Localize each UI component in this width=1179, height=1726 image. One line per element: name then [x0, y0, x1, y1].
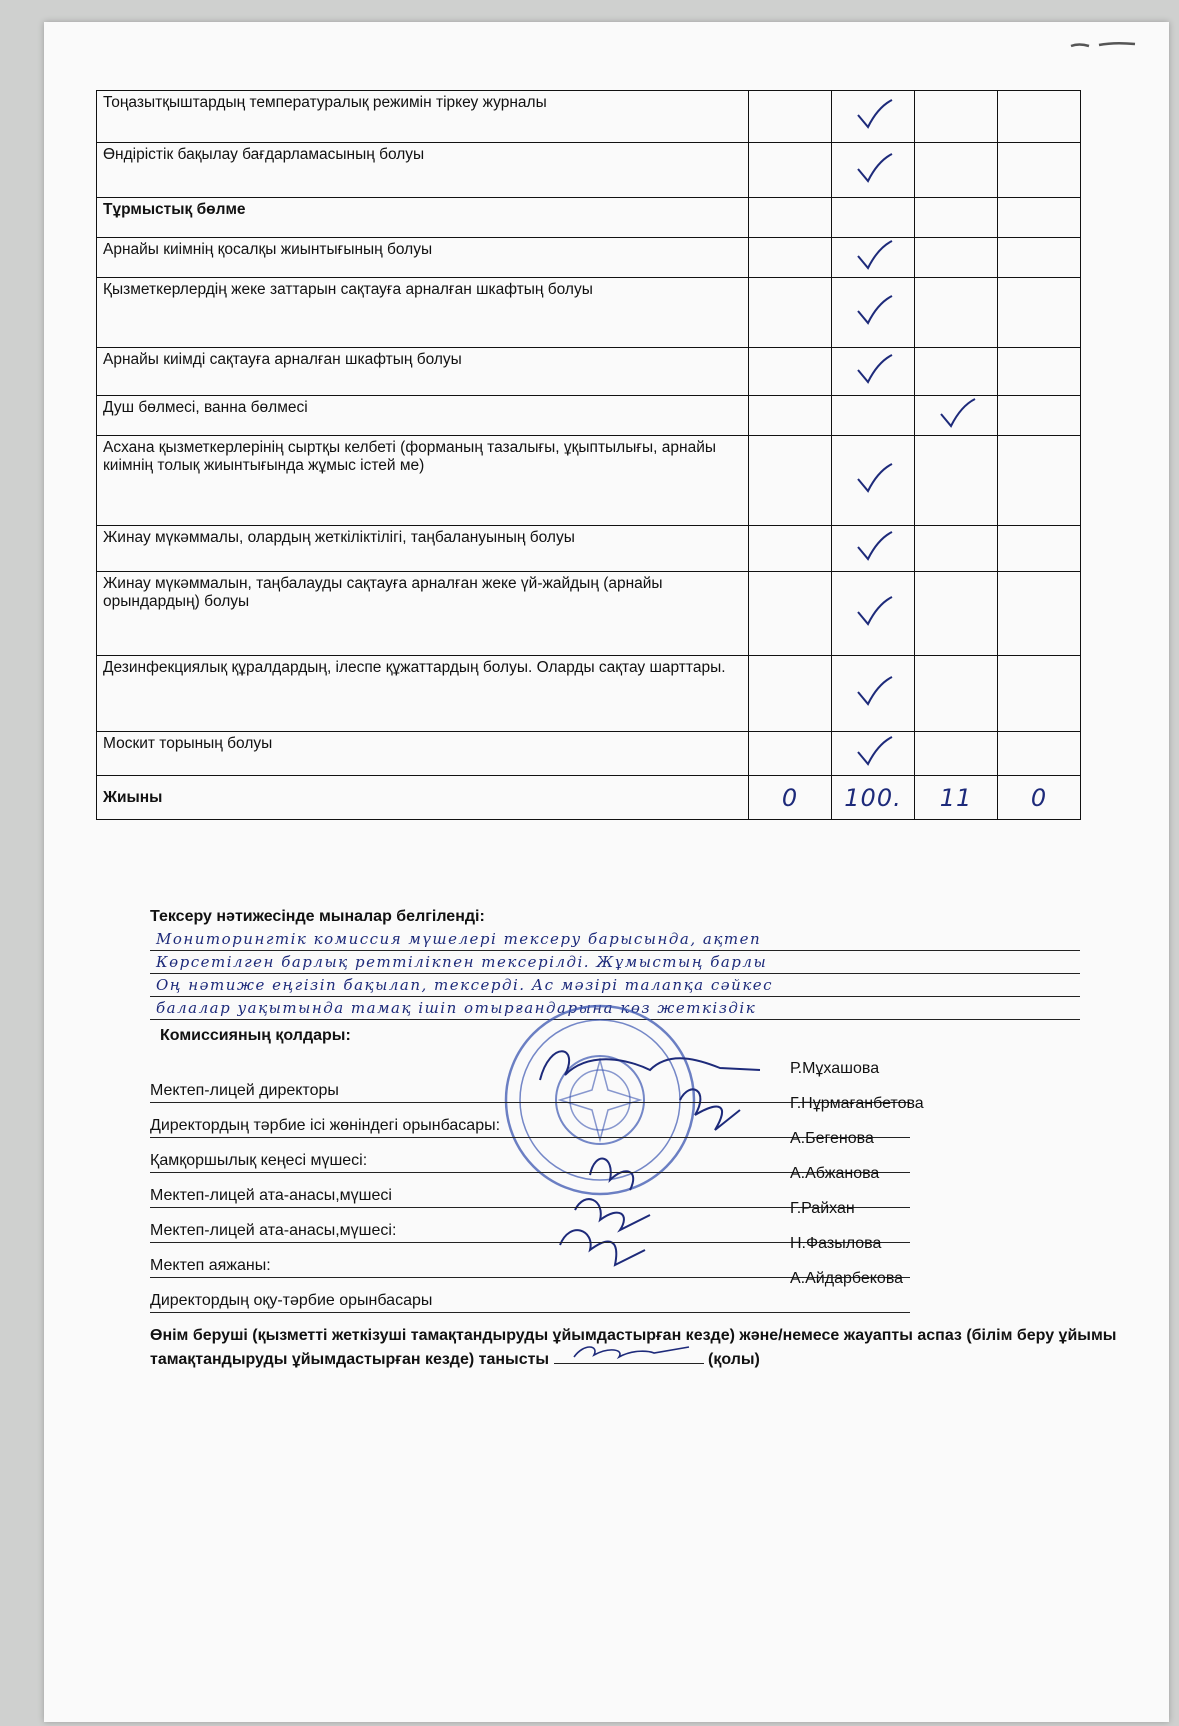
check-cell — [998, 436, 1081, 526]
check-cell — [832, 572, 915, 656]
signature-blank — [554, 1347, 704, 1364]
check-cell — [998, 238, 1081, 278]
check-cell — [998, 278, 1081, 348]
check-cell — [998, 656, 1081, 732]
footer-suffix: (қолы) — [708, 1351, 760, 1368]
findings-label: Тексеру нәтижесінде мыналар белгіленді: — [150, 908, 485, 925]
checklist-table — [96, 90, 1081, 820]
criterion-cell — [97, 348, 749, 396]
check-cell — [915, 278, 998, 348]
check-cell — [998, 396, 1081, 436]
check-cell — [749, 348, 832, 396]
criterion-label: Арнайы киімді сақтауға арналған шкафтың болуы — [103, 351, 462, 368]
criterion-label: Жинау мүкәммалын, таңбалауды сақтауға арналған жеке үй-жайдың (арнайы орындардың) болуы — [103, 575, 663, 610]
check-cell — [832, 396, 915, 436]
checkmark-icon — [852, 674, 894, 708]
table-row — [97, 278, 1081, 348]
check-cell — [749, 278, 832, 348]
check-cell — [998, 143, 1081, 198]
criterion-label: Душ бөлмесі, ванна бөлмесі — [103, 399, 308, 416]
check-cell — [832, 143, 915, 198]
check-cell — [915, 396, 998, 436]
checkmark-icon — [852, 151, 894, 185]
footer-signature — [554, 1339, 704, 1361]
check-cell — [832, 198, 915, 238]
criterion-cell — [97, 656, 749, 732]
criterion-cell — [97, 396, 749, 436]
footer-text: Өнім беруші (қызметті жеткізуші тамақтандыруды ұйымдастырған кезде) және/немесе жауапты аспаз (білім беру ұйымы тамақтандыруды ұйымдастырған кезде) танысты — [150, 1327, 1117, 1368]
table-row — [97, 143, 1081, 198]
check-cell — [915, 572, 998, 656]
check-cell — [915, 526, 998, 572]
check-cell — [832, 238, 915, 278]
checkmark-icon — [852, 293, 894, 327]
checkmark-icon — [852, 238, 894, 272]
total-label: Жиыны — [97, 776, 749, 820]
check-cell — [749, 526, 832, 572]
check-cell — [749, 436, 832, 526]
signer-role: Мектеп-лицей директоры — [150, 1082, 339, 1099]
check-cell — [749, 238, 832, 278]
table-row — [97, 396, 1081, 436]
criterion-cell — [97, 526, 749, 572]
signer-role: Қамқоршылық кеңесі мүшесі: — [150, 1152, 368, 1169]
criterion-cell — [97, 732, 749, 776]
criterion-label: Арнайы киімнің қосалқы жиынтығының болуы — [103, 241, 433, 258]
criterion-label: Асхана қызметкерлерінің сыртқы келбеті (форманың тазалығы, ұқыптылығы, арнайы киімнің толық жиынтығында жұмыс істей ме) — [103, 439, 716, 474]
table-row — [97, 238, 1081, 278]
check-cell — [749, 732, 832, 776]
check-cell — [832, 656, 915, 732]
total-value: 11 — [915, 776, 998, 820]
checkmark-icon — [852, 461, 894, 495]
criterion-label: Москит торының болуы — [103, 735, 273, 752]
checkmark-icon — [852, 529, 894, 563]
footer-acknowledgement — [150, 1325, 1125, 1371]
criterion-cell — [97, 278, 749, 348]
check-cell — [749, 396, 832, 436]
signer-role: Мектеп-лицей ата-анасы,мүшесі: — [150, 1222, 397, 1239]
check-cell — [749, 91, 832, 143]
check-cell — [749, 656, 832, 732]
check-cell — [915, 238, 998, 278]
signatures-title: Комиссияның қолдары: — [160, 1027, 351, 1044]
signer-name: А.Абжанова — [790, 1165, 880, 1182]
checkmark-icon — [852, 734, 894, 768]
checkmark-icon — [852, 352, 894, 386]
table-row — [97, 436, 1081, 526]
criterion-label: Дезинфекциялық құралдардың, ілеспе құжаттардың болуы. Оларды сақтау шарттары. — [103, 659, 726, 676]
criterion-cell — [97, 198, 749, 238]
table-row — [97, 656, 1081, 732]
check-cell — [915, 143, 998, 198]
check-cell — [998, 572, 1081, 656]
checkmark-icon — [935, 396, 977, 430]
signature-row — [150, 1270, 910, 1313]
check-cell — [832, 91, 915, 143]
check-cell — [832, 526, 915, 572]
check-cell — [749, 572, 832, 656]
table-row — [97, 526, 1081, 572]
pen-mark — [1069, 40, 1139, 50]
signer-role: Мектеп аяжаны: — [150, 1257, 271, 1274]
check-cell — [832, 436, 915, 526]
check-cell — [998, 526, 1081, 572]
signer-name: А.Бегенова — [790, 1130, 874, 1147]
criterion-label: Өндірістік бақылау бағдарламасының болуы — [103, 146, 425, 163]
check-cell — [998, 91, 1081, 143]
signer-role: Директордың тәрбие ісі жөніндегі орынбасары: — [150, 1117, 501, 1134]
signer-name: Н.Фазылова — [790, 1235, 882, 1252]
criterion-cell — [97, 238, 749, 278]
criterion-cell — [97, 143, 749, 198]
signer-name: Р.Мұхашова — [790, 1060, 880, 1077]
findings-line: Мониторингтік комиссия мүшелері тексеру барысында, ақтеп — [150, 928, 1080, 951]
signer-name: Г.Нұрмағанбетова — [790, 1095, 924, 1112]
criterion-cell — [97, 436, 749, 526]
check-cell — [832, 278, 915, 348]
criterion-label: Жинау мүкәммалы, олардың жеткіліктілігі, таңбалануының болуы — [103, 529, 575, 546]
check-cell — [832, 732, 915, 776]
check-cell — [915, 656, 998, 732]
signer-role: Мектеп-лицей ата-анасы,мүшесі — [150, 1187, 392, 1204]
check-cell — [832, 348, 915, 396]
total-value: 0 — [749, 776, 832, 820]
section-row — [97, 198, 1081, 238]
table-row — [97, 572, 1081, 656]
criterion-label: Тоңазытқыштардың температуралық режимін тіркеу журналы — [103, 94, 547, 111]
findings-line: Оң нәтиже еңгізіп бақылап, тексерді. Ас мәзірі талапқа сәйкес — [150, 974, 1080, 997]
criterion-label: Қызметкерлердің жеке заттарын сақтауға арналған шкафтың болуы — [103, 281, 593, 298]
criterion-cell — [97, 91, 749, 143]
check-cell — [998, 198, 1081, 238]
criterion-label: Тұрмыстық бөлме — [103, 201, 246, 218]
check-cell — [915, 732, 998, 776]
check-cell — [915, 436, 998, 526]
table-row — [97, 348, 1081, 396]
check-cell — [998, 732, 1081, 776]
criterion-cell — [97, 572, 749, 656]
findings-line: балалар уақытында тамақ ішіп отырғандарына көз жеткіздік — [150, 997, 1080, 1020]
check-cell — [998, 348, 1081, 396]
signer-name: А.Айдарбекова — [790, 1270, 904, 1287]
check-cell — [915, 348, 998, 396]
signature-rows — [150, 1060, 924, 1313]
total-row — [97, 776, 1081, 820]
check-cell — [915, 198, 998, 238]
total-value: 0 — [998, 776, 1081, 820]
signer-name: Г.Райхан — [790, 1200, 855, 1217]
check-cell — [749, 198, 832, 238]
checkmark-icon — [852, 594, 894, 628]
table-row — [97, 732, 1081, 776]
check-cell — [915, 91, 998, 143]
table-row — [97, 91, 1081, 143]
check-cell — [749, 143, 832, 198]
checkmark-icon — [852, 97, 894, 131]
signer-role: Директордың оқу-тәрбие орынбасары — [150, 1292, 433, 1309]
total-value: 100. — [832, 776, 915, 820]
findings-line: Көрсетілген барлық реттілікпен тексерілді. Жұмыстың барлы — [150, 951, 1080, 974]
